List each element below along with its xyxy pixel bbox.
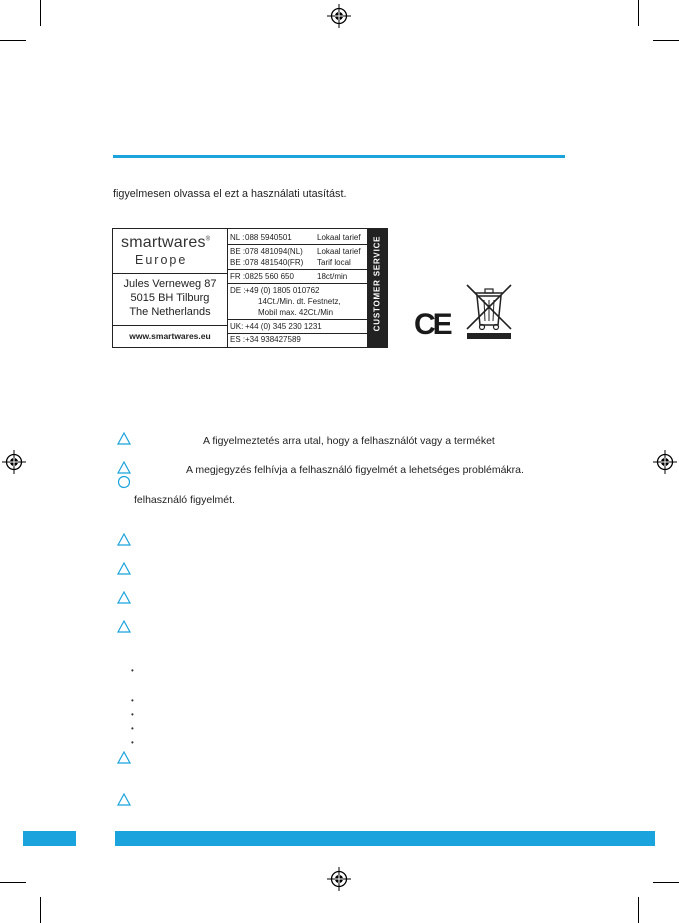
bullet-icon: •	[131, 696, 134, 705]
registration-mark-icon	[2, 450, 26, 474]
warning-triangle-icon	[117, 591, 131, 604]
tip-text: felhasználó figyelmét.	[134, 494, 235, 506]
brand-region: Europe	[135, 253, 188, 267]
divider	[113, 273, 227, 274]
phone-table: NL : 088 5940501 Lokaal tarief BE : 078 481094(NL) Lokaal tarief BE : 078 481540(FR) Tarif local FR : 0825 560 650 18ct/min DE : +49 (0) 1805 010762 14Ct./Min. dt. Festnetz, Mobil max. 42Ct./Min UK: +44 (0) 345 230 1231 ES : +34 938427589	[227, 229, 368, 347]
warning-triangle-icon	[117, 793, 131, 806]
bullet-icon: •	[131, 666, 134, 675]
crop-mark	[638, 897, 639, 923]
warning-triangle-icon	[117, 620, 131, 633]
crop-mark	[0, 40, 26, 41]
registration-mark-icon	[327, 4, 351, 28]
address-line: 5015 BH Tilburg	[130, 292, 210, 304]
warning-triangle-icon	[117, 432, 131, 445]
crop-mark	[653, 882, 679, 883]
warning-triangle-icon	[117, 562, 131, 575]
info-circle-icon	[117, 475, 131, 489]
crop-mark	[40, 897, 41, 923]
intro-text: figyelmesen olvassa el ezt a használati utasítást.	[113, 188, 347, 200]
registration-mark-icon	[327, 867, 351, 891]
crop-mark	[638, 0, 639, 26]
crop-mark	[653, 40, 679, 41]
address-line: Jules Verneweg 87	[123, 278, 217, 290]
bullet-icon: •	[131, 710, 134, 719]
warning-triangle-icon	[117, 533, 131, 546]
warning-triangle-icon	[117, 461, 131, 474]
website-link: www.smartwares.eu	[129, 331, 211, 341]
footer-bar	[115, 831, 655, 846]
divider	[113, 325, 227, 326]
header-rule	[113, 155, 565, 158]
warning-text: A figyelmeztetés arra utal, hogy a felhasználót vagy a terméket	[203, 435, 495, 447]
weee-bin-icon	[461, 283, 517, 341]
page-number-bar	[23, 831, 76, 846]
brand-name: smartwares	[121, 234, 206, 251]
registration-mark-icon	[653, 450, 677, 474]
brand-mark: ®	[205, 236, 211, 243]
ce-mark: CE	[414, 308, 450, 341]
crop-mark	[40, 0, 41, 26]
customer-service-label: CUSTOMER SERVICE	[367, 229, 387, 347]
bullet-icon: •	[131, 738, 134, 747]
crop-mark	[0, 882, 26, 883]
address-line: The Netherlands	[129, 306, 211, 318]
note-text: A megjegyzés felhívja a felhasználó figyelmét a lehetséges problémákra.	[186, 464, 524, 476]
bullet-icon: •	[131, 724, 134, 733]
customer-service-card	[112, 228, 388, 348]
warning-triangle-icon	[117, 751, 131, 764]
